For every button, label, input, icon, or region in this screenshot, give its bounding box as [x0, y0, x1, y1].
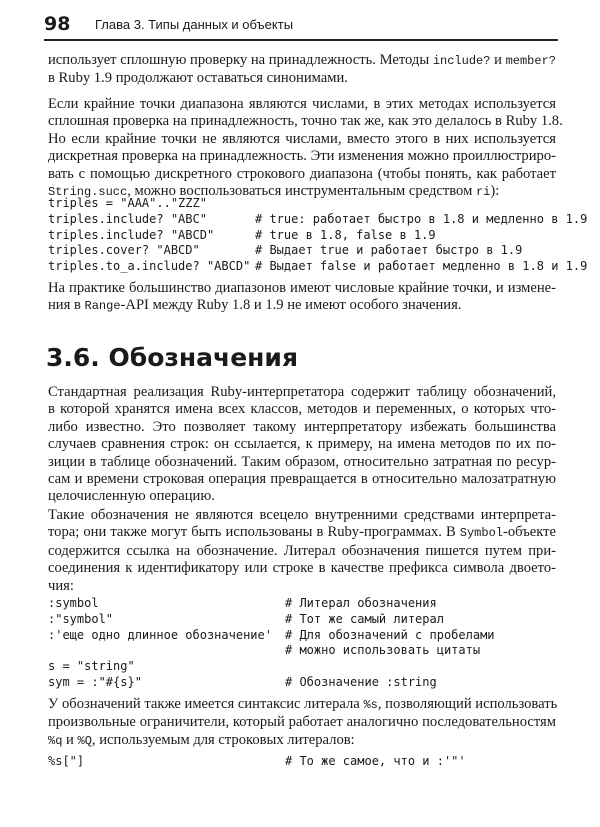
text-run: содержится ссылка на обозначение. Литерал обозначения пишется путем при-	[48, 542, 556, 559]
code-text: sym = :"#{s}"	[48, 674, 142, 689]
text-run: , можно воспользоваться инструментальным средством	[127, 183, 476, 200]
paragraph	[48, 52, 556, 88]
code-text: triples.to_a.include? "ABCD"	[48, 259, 251, 274]
code-text: triples = "AAA".."ZZZ"	[48, 196, 207, 210]
text-line	[48, 401, 556, 418]
paragraph	[48, 96, 563, 201]
text-line	[48, 113, 563, 130]
text-line	[48, 70, 556, 87]
text-run: сплошная проверка на принадлежность, точно так же, как это делалось в Ruby 1.8.	[48, 113, 563, 130]
text-line	[48, 560, 556, 577]
inline-code: %q	[48, 733, 63, 748]
text-line	[48, 714, 556, 731]
text-line	[48, 578, 556, 595]
text-line	[48, 696, 556, 714]
code-line	[48, 228, 558, 244]
code-line	[48, 612, 558, 628]
code-line	[48, 211, 588, 228]
code-block	[48, 196, 588, 275]
code-line	[48, 628, 558, 644]
paragraph	[48, 384, 556, 506]
text-run: У обозначений также имеется синтаксис литерала	[48, 696, 364, 712]
inline-code: member?	[505, 54, 556, 68]
code-comment: # Литерал обозначения	[285, 596, 437, 610]
code-comment: # Выдает true и работает быстро в 1.9	[255, 243, 523, 258]
page-number: 98	[44, 13, 71, 35]
code-line	[48, 259, 588, 275]
text-run: вать с помощью дискретного строкового диапазона (чтобы понять, как работает	[48, 165, 556, 182]
code-line	[48, 754, 558, 770]
text-run: , используемым для строковых литералов:	[91, 731, 355, 748]
text-run: Но если крайние точки не являются числами, вместо этого в них используется	[48, 130, 556, 147]
text-line	[48, 543, 556, 560]
running-header: Глава 3. Типы данных и объекты	[95, 17, 294, 32]
inline-code: Symbol	[459, 526, 503, 541]
text-run: сам и времени строковая операция превращается в относительно малозатратную	[48, 471, 556, 488]
text-run: дискретная проверка на принадлежность. Эти изменения можно проиллюстриро-	[48, 148, 556, 165]
text-line	[48, 297, 556, 315]
text-run: -API между Ruby 1.8 и 1.9 не имеют особого значения.	[120, 297, 462, 314]
text-run: ):	[490, 183, 500, 200]
code-line	[48, 643, 558, 659]
paragraph	[48, 507, 556, 595]
text-line	[48, 732, 556, 750]
code-comment: # То же самое, что и :'"'	[285, 754, 466, 768]
inline-code: %Q	[77, 733, 92, 748]
text-run: целочисленную операцию.	[48, 488, 215, 505]
section-heading: 3.6. Обозначения	[46, 343, 299, 372]
code-comment: # можно использовать цитаты	[285, 643, 481, 658]
text-run: использует сплошную проверку на принадлежность. Методы	[48, 52, 433, 68]
text-run: случаев сравнения строк: он ссылается, к примеру, на имена методов по их по-	[48, 436, 556, 453]
code-text: s = "string"	[48, 659, 135, 674]
header-rule	[44, 39, 558, 41]
text-line	[48, 436, 556, 453]
text-run: -объекте	[503, 524, 556, 541]
text-line	[48, 131, 556, 148]
text-run: либо известно. Это позволяет такому интерпретатору избежать большинства	[48, 418, 556, 435]
text-run: чия:	[48, 577, 74, 594]
code-text: triples.include? "ABC"	[48, 211, 207, 226]
code-text: triples.include? "ABCD"	[48, 227, 215, 242]
code-line	[48, 196, 558, 212]
code-comment: # Выдает false и работает медленно в 1.8 и 1.9	[255, 259, 588, 274]
text-run: в которой хранятся имена всех классов, методов и переменных, о которых что-	[48, 401, 556, 418]
code-text: triples.cover? "ABCD"	[48, 243, 200, 258]
text-run: зиции в таблице обозначений. Таким образом, относительно затратная по ресур-	[48, 453, 556, 470]
paragraph	[48, 280, 556, 316]
inline-code: Range	[84, 299, 121, 314]
text-line	[48, 148, 556, 165]
code-comment: # true: работает быстро в 1.8 и медленно в 1.9	[255, 211, 588, 226]
code-text: :"symbol"	[48, 611, 114, 626]
text-run: Такие обозначения не являются всецело внутренними средствами интерпрета-	[48, 507, 556, 523]
text-run: Стандартная реализация Ruby-интерпретатора содержит таблицу обозначений,	[48, 384, 556, 400]
code-text: :symbol	[48, 596, 99, 610]
text-run: , позволяющий использовать	[377, 696, 558, 712]
text-run: ния в	[48, 297, 85, 314]
text-run: соединения к идентификатору или строке в качестве префикса символа двоето-	[48, 560, 556, 577]
code-comment: # Тот же самый литерал	[285, 611, 444, 626]
text-line	[48, 166, 556, 183]
text-line	[48, 488, 556, 505]
code-comment: # true в 1.8, false в 1.9	[255, 227, 436, 242]
text-run: произвольные ограничители, который работает аналогично последовательностям	[48, 714, 556, 731]
inline-code: %s	[363, 698, 378, 712]
text-run: в Ruby 1.9 продолжают оставаться синонимами.	[48, 70, 348, 87]
code-block	[48, 754, 558, 770]
paragraph	[48, 696, 556, 750]
inline-code: ri	[475, 185, 491, 200]
inline-code: include?	[432, 54, 491, 68]
code-text: %s["]	[48, 754, 85, 768]
text-line	[48, 280, 556, 297]
text-line	[48, 524, 556, 542]
text-run: Если крайние точки диапазона являются числами, в этих методах используется	[48, 96, 556, 112]
text-run: и	[490, 52, 506, 68]
code-text: :'еще одно длинное обозначение'	[48, 627, 272, 642]
code-line	[48, 659, 558, 675]
text-run: тора; они также могут быть использованы в Ruby-программах. В	[48, 524, 460, 541]
text-run: На практике большинство диапазонов имеют числовые крайние точки, и измене-	[48, 280, 556, 296]
code-line	[48, 596, 558, 612]
text-line	[48, 96, 556, 113]
text-line	[48, 454, 556, 471]
inline-code: String.succ	[48, 185, 128, 200]
code-comment: # Для обозначений с пробелами	[285, 627, 495, 642]
text-line	[48, 419, 556, 436]
text-line	[48, 52, 556, 70]
text-line	[48, 471, 556, 488]
code-comment: # Обозначение :string	[285, 674, 437, 689]
code-line	[48, 243, 558, 259]
text-line	[48, 384, 556, 401]
text-run: и	[62, 731, 78, 748]
code-block	[48, 596, 558, 691]
code-line	[48, 675, 558, 691]
text-line	[48, 507, 556, 524]
